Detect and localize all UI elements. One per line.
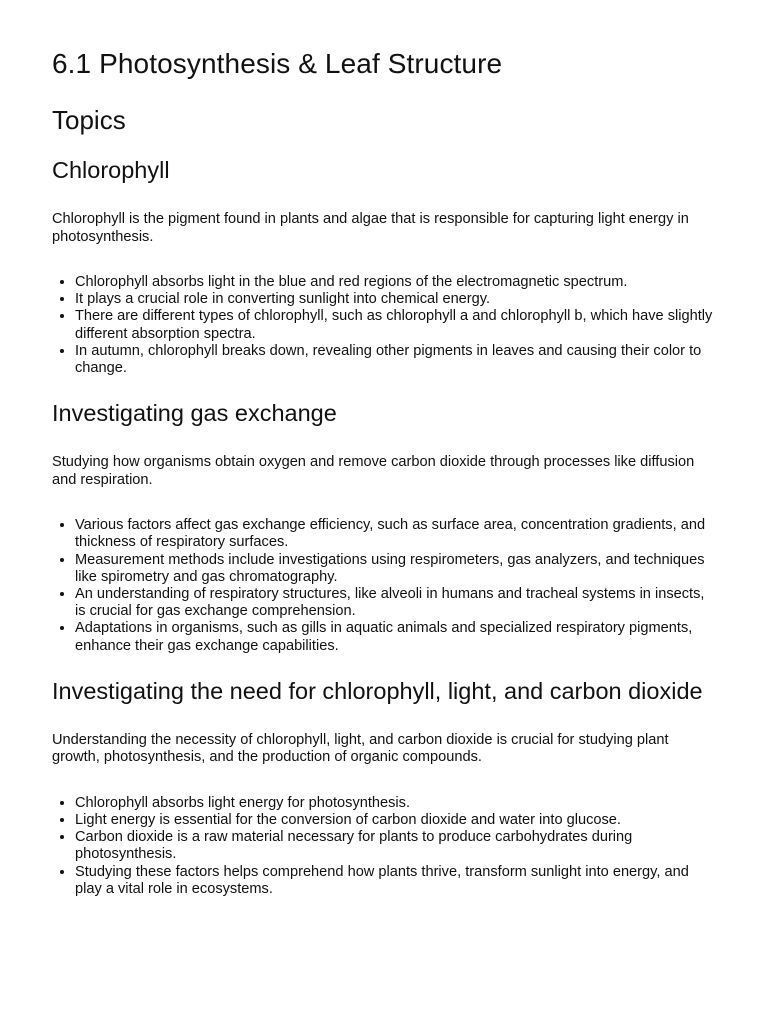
list-item: • There are different types of chlorophyll, such as chlorophyll a and chlorophyll b, which have slightly different absorption spectra.: [75, 308, 716, 342]
section-intro: Understanding the necessity of chlorophyll, light, and carbon dioxide is crucial for studying plant growth, photosynthesis, and the production of organic compounds.: [52, 731, 669, 766]
section-intro: Chlorophyll is the pigment found in plants and algae that is responsible for capturing light energy in photosynthesis.: [52, 211, 689, 245]
section-chlorophyll: [52, 156, 716, 377]
list-item: • Measurement methods include investigations using respirometers, gas analyzers, and techniques like spirometry and gas chromatography.: [75, 552, 716, 586]
list-item: • Studying these factors helps comprehend how plants thrive, transform sunlight into energy, and play a vital role in ecosystems.: [75, 864, 716, 898]
list-item: • Chlorophyll absorbs light energy for photosynthesis.: [75, 795, 716, 812]
page-title: 6.1 Photosynthesis & Leaf Structure: [52, 48, 503, 79]
list-item: • It plays a crucial role in converting sunlight into chemical energy.: [75, 291, 716, 308]
section-intro: Studying how organisms obtain oxygen and remove carbon dioxide through processes like diffusion and respiration.: [52, 454, 695, 488]
list-item: • In autumn, chlorophyll breaks down, revealing other pigments in leaves and causing their color to change.: [75, 343, 716, 377]
section-chlorophyll-light-co2: [52, 677, 716, 898]
list-item: • Light energy is essential for the conversion of carbon dioxide and water into glucose.: [75, 812, 716, 829]
list-item: • Adaptations in organisms, such as gills in aquatic animals and specialized respiratory pigments, enhance their gas exchange capabilities.: [75, 620, 716, 654]
bullet-list: [52, 795, 716, 898]
section-heading: Investigating gas exchange: [52, 400, 337, 427]
section-heading: Chlorophyll: [52, 157, 170, 183]
list-item: • An understanding of respiratory structures, like alveoli in humans and tracheal systems in insects, is crucial for gas exchange comprehension.: [75, 586, 716, 620]
list-item: • Various factors affect gas exchange efficiency, such as surface area, concentration gradients, and thickness of respiratory surfaces.: [75, 517, 716, 551]
list-item: • Carbon dioxide is a raw material necessary for plants to produce carbohydrates during photosynthesis.: [75, 829, 716, 863]
section-heading: Investigating the need for chlorophyll, light, and carbon dioxide: [52, 677, 703, 704]
list-item: • Chlorophyll absorbs light in the blue and red regions of the electromagnetic spectrum.: [75, 274, 716, 291]
section-gas-exchange: [52, 399, 716, 655]
bullet-list: [52, 517, 716, 655]
bullet-list: [52, 274, 716, 377]
topics-heading: Topics: [52, 105, 126, 135]
